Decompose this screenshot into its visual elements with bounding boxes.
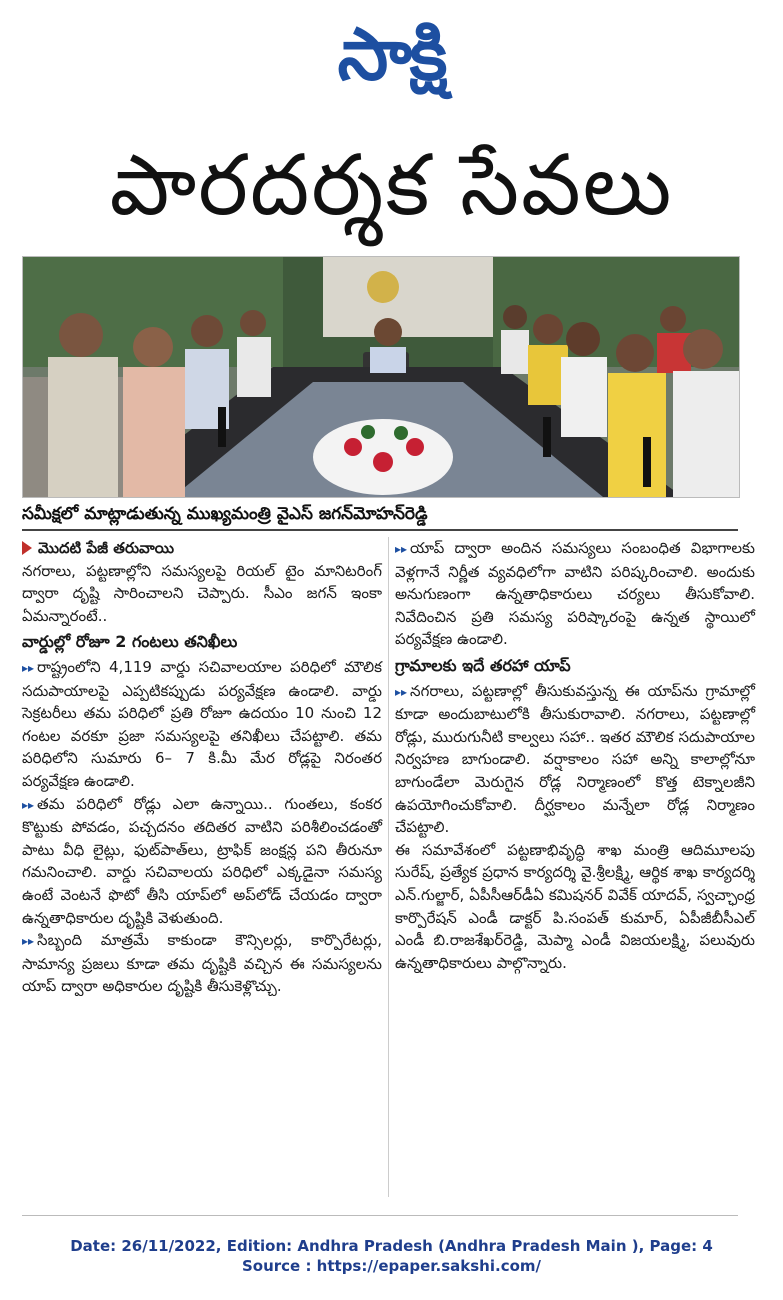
footer-divider	[22, 1215, 738, 1216]
article-column-right	[395, 537, 755, 974]
paragraph: ▸▸ యాప్‌ ద్వారా అందిన సమస్యలు సంబంధిత విభాగాలకు వెళ్లగానే నిర్ణీత వ్యవధిలోగా వాటిని పరిష్కరించాలి. అందుకు అనుగుణంగా ఉన్నతాధికారులు చర్యలు తీసుకోవాలి. నివేదించిన ప్రతి సమస్య పరిష్కారంపై ఉన్నత స్థాయిలో పర్యవేక్షణ ఉండాలి.	[395, 537, 755, 651]
subheading: వార్డుల్లో రోజూ 2 గంటలు తనిఖీలు	[22, 632, 238, 652]
headline: పారదర్శక సేవలు	[109, 136, 674, 234]
triangle-marker-icon	[22, 541, 32, 555]
footer	[0, 1236, 783, 1276]
continued-kicker	[22, 537, 382, 560]
kicker-text: మొదటి పేజీ తరువాయి	[38, 539, 175, 557]
paragraph: ▸▸ సిబ్బంది మాత్రమే కాకుండా కౌన్సిలర్లు, కార్పొరేటర్లు, సామాన్య ప్రజలు కూడా తమ దృష్టికి వచ్చిన ఈ సమస్యలను యాప్‌ ద్వారా అధికారుల దృష్టికి తీసుకెళ్లొచ్చు.	[22, 929, 382, 998]
paragraph: ▸▸ తమ పరిధిలో రోడ్లు ఎలా ఉన్నాయి.. గుంతలు, కంకర కొట్టుకు పోవడం, పచ్చదనం తదితర వాటిని పరిశీలించడంతో పాటు వీధి లైట్లు, ఫుట్‌పాత్‌లు, ట్రాఫిక్‌ జంక్షన్ల పని తీరునూ గమనించాలి. వార్డు సచివాలయ పరిధిలో ఎక్కడైనా సమస్య ఉంటే వెంటనే ఫొటో తీసి యాప్‌లో అప్‌లోడ్‌ చేయడం ద్వారా ఉన్నతాధికారుల దృష్టికి వెళుతుంది.	[22, 793, 382, 930]
paragraph: ఈ సమావేశంలో పట్టణాభివృద్ధి శాఖ మంత్రి ఆదిమూలపు సురేష్, ప్రత్యేక ప్రధాన కార్యదర్శి వై.శ్రీలక్ష్మి, ఆర్థిక శాఖ కార్యదర్శి ఎన్‌.గుల్జార్, ఏపీసీఆర్‌డీఏ కమిషనర్‌ వివేక్‌ యాదవ్, స్వచ్ఛాంధ్ర కార్పొరేషన్‌ ఎండీ డాక్టర్‌ పి.సంపత్‌ కుమార్, ఏపీజీబీసీఎల్‌ ఎండీ బి.రాజశేఖర్‌రెడ్డి, మెప్మా ఎండీ విజయలక్ష్మి, పలువురు ఉన్నతాధికారులు పాల్గొన్నారు.	[395, 840, 755, 972]
photo-caption: సమీక్షలో మాట్లాడుతున్న ముఖ్యమంత్రి వైఎస్‌ జగన్‌మోహన్‌రెడ్డి	[22, 499, 738, 531]
subheading: గ్రామాలకు ఇదే తరహా యాప్‌	[395, 655, 571, 675]
article-column-left	[22, 537, 382, 998]
paragraph: ▸▸ రాష్ట్రంలోని 4,119 వార్డు సచివాలయాల పరిధిలో మౌలిక సదుపాయాలపై ఎప్పటికప్పుడు పర్యవేక్షణ ఉండాలి. వార్డు సెక్రటరీలు తమ పరిధిలో ప్రతి రోజూ ఉదయం 10 నుంచి 12 గంటల వరకూ ప్రజా సమస్యలపై తనిఖీలు చేపట్టాలి. తమ పరిధిలోని సుమారు 6– 7 కి.మీ మేర రోడ్లపై నిరంతర పర్యవేక్షణ ఉండాలి.	[22, 656, 382, 793]
paragraph: నగరాలు, పట్టణాల్లోని సమస్యలపై రియల్‌ టైం మానిటరింగ్‌ ద్వారా దృష్టి సారించాలని చెప్పారు. సీఎం జగన్‌ ఇంకా ఏమన్నారంటే..	[22, 561, 382, 625]
paragraph: ▸▸ నగరాలు, పట్టణాల్లో తీసుకువస్తున్న ఈ యాప్‌ను గ్రామాల్లో కూడా అందుబాటులోకి తీసుకురావాలి. నగరాలు, పట్టణాల్లో రోడ్లు, మురుగునీటి కాల్వలు సహా.. ఇతర మౌలిక సదుపాయాల నిర్వహణ బాగుండాలి. వర్షాకాలం సహా అన్ని కాలాల్లోనూ బాగుండేలా మెరుగైన రోడ్ల నిర్మాణంలో కొత్త టెక్నాలజీని ఉపయోగించుకోవాలి. దీర్ఘకాలం మన్నేలా రోడ్ల నిర్మాణం చేపట్టాలి.	[395, 680, 755, 839]
news-photo	[22, 256, 740, 498]
sakshi-logo: సాక్షి	[337, 12, 446, 96]
column-divider	[388, 537, 389, 1197]
footer-date-edition: Date: 26/11/2022, Edition: Andhra Pradesh (Andhra Pradesh Main ), Page: 4	[70, 1237, 713, 1255]
footer-source-link[interactable]: Source : https://epaper.sakshi.com/	[241, 1257, 541, 1275]
